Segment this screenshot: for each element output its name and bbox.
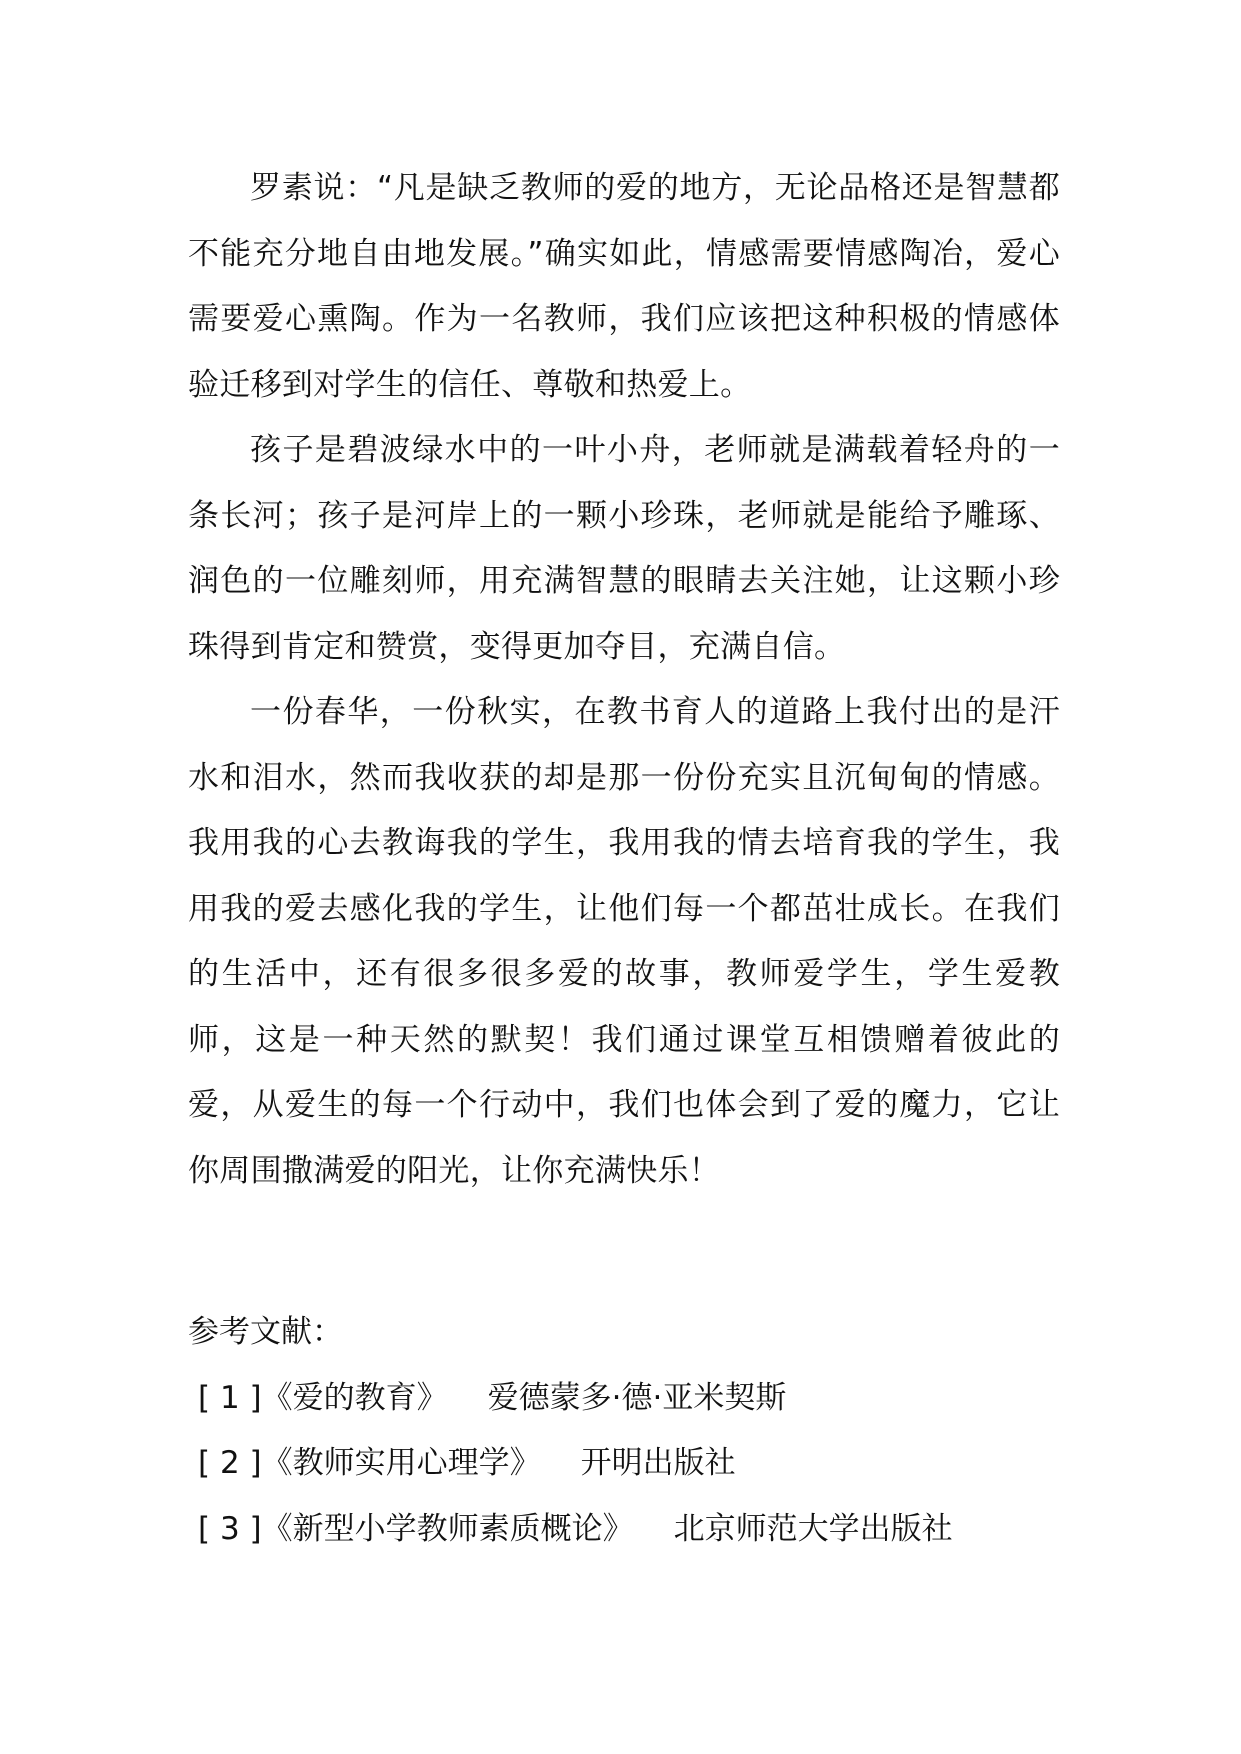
reference-number: [ 2 ] xyxy=(198,1445,262,1481)
paragraph-1: 罗素说：“凡是缺乏教师的爱的地方，无论品格还是智慧都不能充分地自由地发展。”确实如此，情感需要情感陶冶，爱心需要爱心熏陶。作为一名教师，我们应该把这种积极的情感体验迁移到对学生的信任、尊敬和热爱上。 xyxy=(188,170,1060,403)
reference-item xyxy=(188,1366,1060,1432)
reference-author: 爱德蒙多·德·亚米契斯 xyxy=(487,1379,787,1416)
reference-item xyxy=(188,1497,1060,1563)
references-heading: 参考文献： xyxy=(188,1314,343,1350)
reference-title: 《爱的教育》 xyxy=(261,1379,448,1416)
references-section xyxy=(188,1300,1060,1562)
reference-author: 北京师范大学出版社 xyxy=(673,1510,953,1547)
paragraph-2: 孩子是碧波绿水中的一叶小舟，老师就是满载着轻舟的一条长河；孩子是河岸上的一颗小珍珠，老师就是能给予雕琢、润色的一位雕刻师，用充满智慧的眼睛去关注她，让这颗小珍珠得到肯定和赞赏，变得更加夺目，充满自信。 xyxy=(188,432,1060,665)
reference-number: [ 1 ] xyxy=(198,1379,262,1416)
reference-author: 开明出版社 xyxy=(580,1445,736,1481)
paragraph-3: 一份春华，一份秋实，在教书育人的道路上我付出的是汗水和泪水，然而我收获的却是那一份份充实且沉甸甸的情感。我用我的心去教诲我的学生，我用我的情去培育我的学生，我用我的爱去感化我的学生，让他们每一个都茁壮成长。在我们的生活中，还有很多很多爱的故事，教师爱学生，学生爱教师，这是一种天然的默契！我们通过课堂互相馈赠着彼此的爱，从爱生的每一个行动中，我们也体会到了爱的魔力，它让你周围撒满爱的阳光，让你充满快乐！ xyxy=(188,694,1060,1189)
reference-title: 《新型小学教师素质概论》 xyxy=(261,1510,634,1547)
reference-title: 《教师实用心理学》 xyxy=(261,1445,541,1481)
body-text xyxy=(188,156,1060,1204)
reference-number: [ 3 ] xyxy=(198,1510,262,1547)
reference-item xyxy=(188,1431,1060,1497)
